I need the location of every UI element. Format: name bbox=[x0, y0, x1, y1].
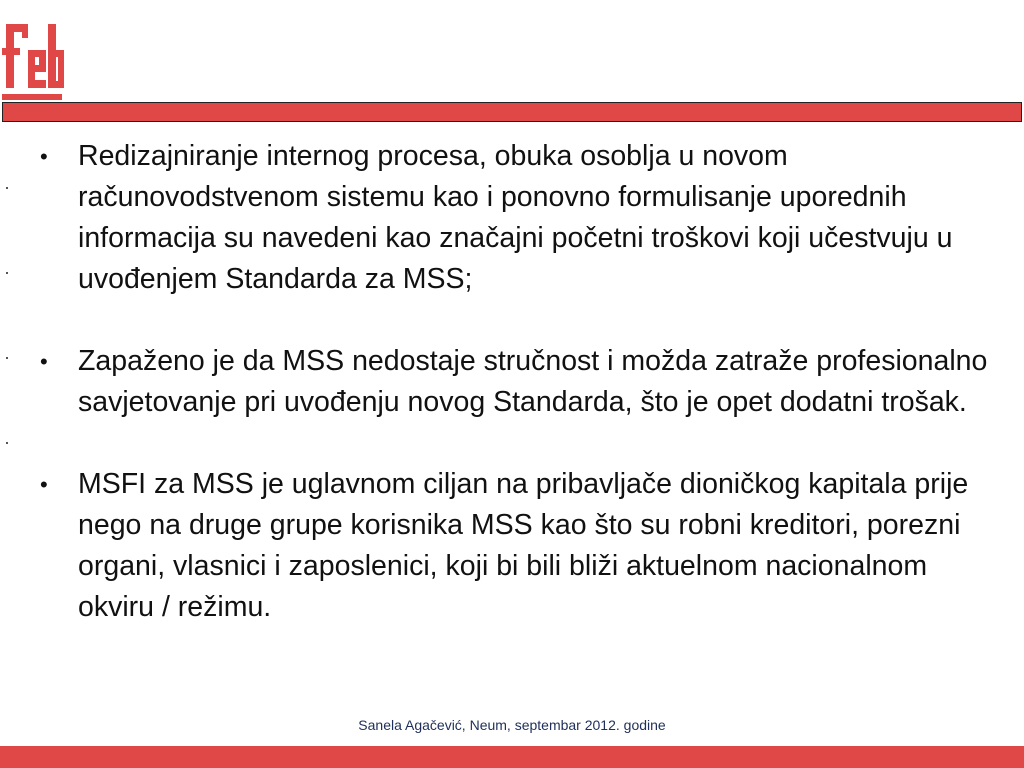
bullet-item bbox=[40, 341, 1000, 423]
bullet-dot-icon: • bbox=[40, 349, 48, 374]
header-bar bbox=[2, 102, 1022, 122]
bullet-text: Zapaženo je da MSS nedostaje stručnost i možda zatraže profesionalno savjetovanje pri uvođenju novog Standarda, što je opet dodatni trošak. bbox=[78, 345, 988, 418]
footer-bar bbox=[0, 746, 1024, 768]
margin-tick bbox=[6, 442, 8, 444]
feb-logo bbox=[2, 10, 64, 102]
bullet-dot-icon: • bbox=[40, 144, 48, 169]
bullet-item bbox=[40, 464, 1000, 628]
margin-tick bbox=[6, 187, 8, 189]
bullet-dot-icon: • bbox=[40, 472, 48, 497]
margin-tick bbox=[6, 272, 8, 274]
bullet-text: Redizajniranje internog procesa, obuka osoblja u novom računovodstvenom sistemu kao i ponovno formulisanje uporednih informacija su navedeni kao značajni početni troškovi koji učestvuju u uvođenjem Standarda za MSS; bbox=[78, 140, 953, 295]
footer-caption: Sanela Agačević, Neum, septembar 2012. godine bbox=[358, 717, 666, 733]
bullet-list bbox=[40, 136, 1000, 628]
bullet-item bbox=[40, 136, 1000, 300]
margin-tick bbox=[6, 357, 8, 359]
bullet-text: MSFI za MSS je uglavnom ciljan na pribavljače dioničkog kapitala prije nego na druge grupe korisnika MSS kao što su robni kreditori, porezni organi, vlasnici i zaposlenici, koji bi bili bliži aktuelnom nacionalnom okviru / režimu. bbox=[78, 468, 969, 623]
